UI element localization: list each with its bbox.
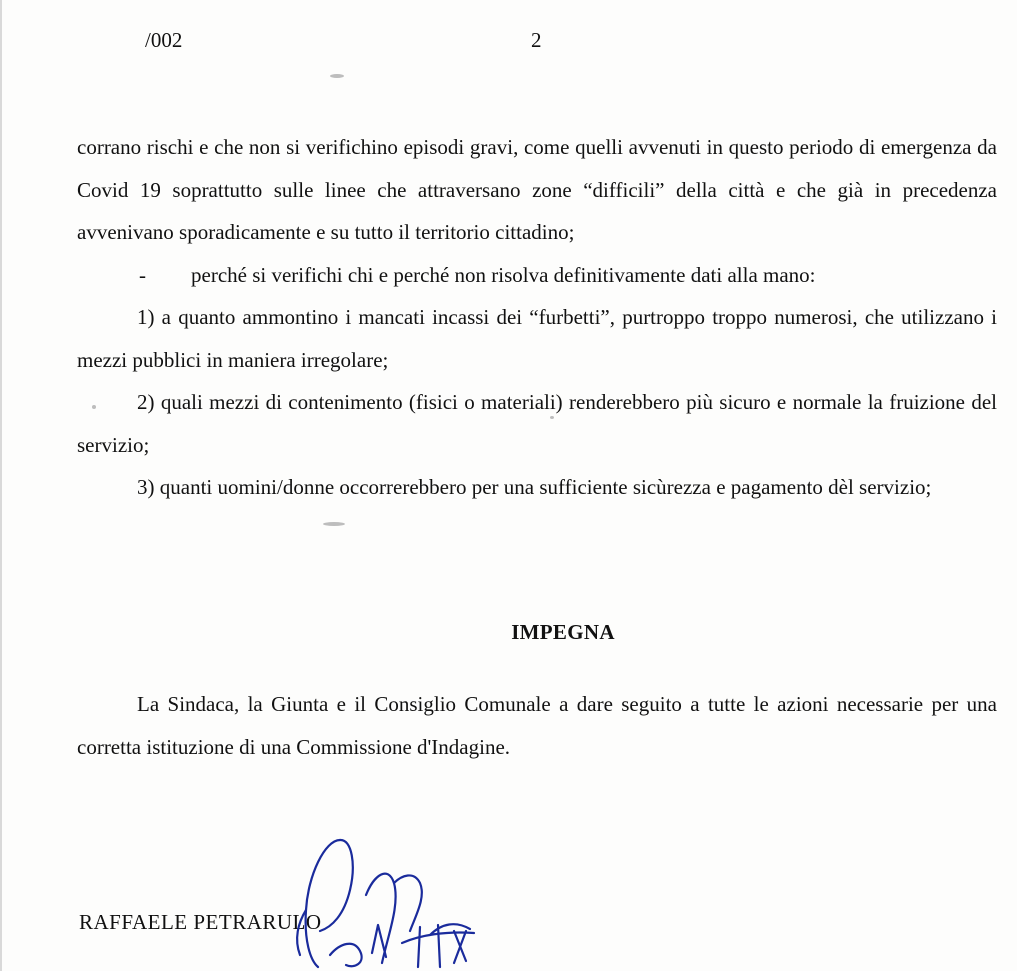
- dash-item-text: perché si verifichi chi e perché non risolva definitivamente dati alla mano:: [191, 262, 816, 287]
- scan-speck: [330, 74, 344, 78]
- signer-name: RAFFAELE PETRARULO: [79, 910, 322, 934]
- scan-speck: [92, 405, 96, 409]
- paragraph-risks: corrano rischi e che non si verifichino episodi gravi, come quelli avvenuti in questo periodo di emergenza da Covid 19 soprattutto sulle linee che attraversano zone “difficili” della città e che già in precedenza avvenivano sporadicamente e su tutto il territorio cittadino;: [77, 135, 997, 244]
- list-item-1: 1) a quanto ammontino i mancati incassi dei “furbetti”, purtroppo troppo numerosi, che utilizzano i mezzi pubblici in maniera irregolare;: [77, 305, 997, 372]
- page-number: 2: [531, 28, 542, 52]
- scan-speck: [550, 416, 554, 419]
- scan-speck: [323, 522, 345, 526]
- document-reference: /002: [145, 28, 183, 52]
- dash-bullet: -: [139, 262, 146, 287]
- list-item-3: 3) quanti uomini/donne occorrerebbero per una sufficiente sicùrezza e pagamento dèl servizio;: [137, 475, 932, 499]
- body-text: [77, 126, 997, 509]
- list-item-2: 2) quali mezzi di contenimento (fisici o materiali) renderebbero più sicuro e normale la fruizione del servizio;: [77, 390, 997, 457]
- scan-edge: [0, 0, 2, 971]
- dash-item: [77, 254, 997, 297]
- commitment-text: La Sindaca, la Giunta e il Consiglio Comunale a dare seguito a tutte le azioni necessarie per una corretta istituzione di una Commissione d'Indagine.: [77, 692, 997, 759]
- handwritten-signature: [270, 835, 510, 971]
- section-heading: IMPEGNA: [511, 620, 615, 644]
- commitment-paragraph: [77, 683, 997, 768]
